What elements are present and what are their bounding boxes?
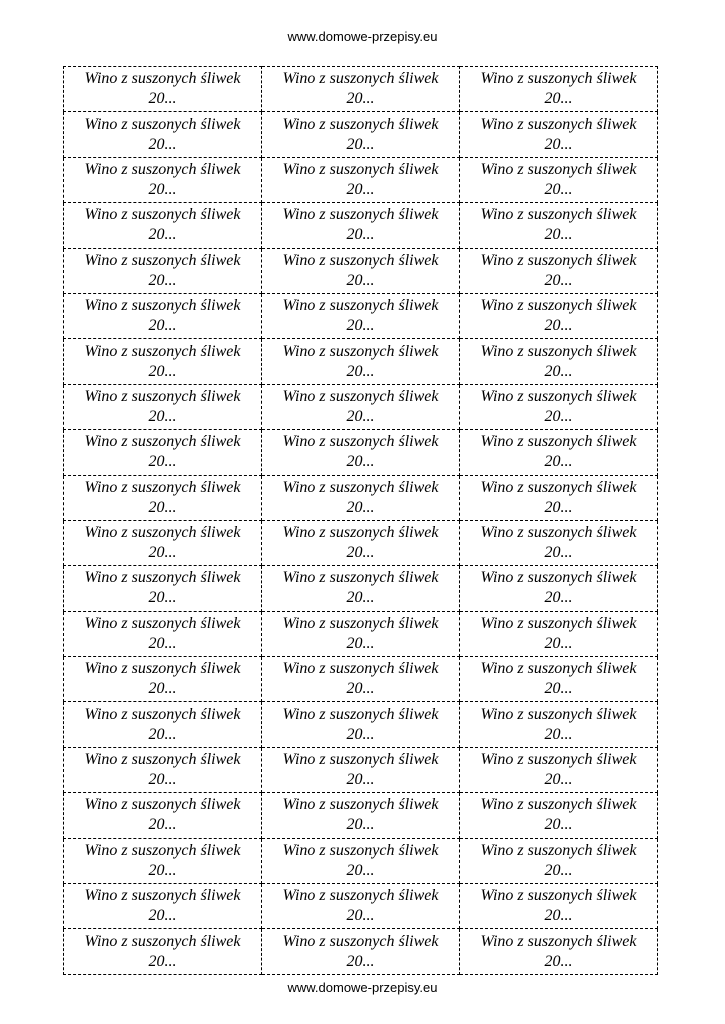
label-title: Wino z suszonych śliwek (84, 433, 241, 451)
label-year: 20... (544, 271, 573, 289)
label-title: Wino z suszonych śliwek (480, 433, 637, 451)
label-title: Wino z suszonych śliwek (282, 705, 439, 723)
label-year: 20... (148, 771, 177, 789)
label-year: 20... (148, 453, 177, 471)
label-row (64, 520, 658, 565)
label-year: 20... (148, 634, 177, 652)
label-cell (64, 657, 262, 702)
label-cell (64, 520, 262, 565)
label-year: 20... (346, 135, 375, 153)
label-cell (460, 203, 658, 248)
label-year: 20... (544, 544, 573, 562)
label-cell (262, 67, 460, 112)
footer-website-url: www.domowe-przepisy.eu (287, 980, 438, 995)
label-title: Wino z suszonych śliwek (84, 115, 241, 133)
label-title: Wino z suszonych śliwek (84, 705, 241, 723)
label-title: Wino z suszonych śliwek (282, 614, 439, 632)
label-title: Wino z suszonych śliwek (84, 70, 241, 88)
label-row (64, 339, 658, 384)
label-year: 20... (346, 861, 375, 879)
label-year: 20... (148, 226, 177, 244)
label-year: 20... (148, 90, 177, 108)
label-title: Wino z suszonych śliwek (84, 524, 241, 542)
label-row (64, 475, 658, 520)
label-title: Wino z suszonych śliwek (480, 932, 637, 950)
label-year: 20... (346, 589, 375, 607)
label-title: Wino z suszonych śliwek (84, 297, 241, 315)
label-title: Wino z suszonych śliwek (282, 887, 439, 905)
label-cell (460, 67, 658, 112)
label-year: 20... (346, 952, 375, 970)
label-year: 20... (148, 907, 177, 925)
header-website-url: www.domowe-przepisy.eu (287, 29, 438, 44)
label-year: 20... (148, 952, 177, 970)
label-cell (262, 384, 460, 429)
label-year: 20... (148, 498, 177, 516)
label-year: 20... (346, 226, 375, 244)
label-cell (460, 475, 658, 520)
label-cell (64, 793, 262, 838)
label-row (64, 884, 658, 929)
label-year: 20... (148, 180, 177, 198)
label-year: 20... (148, 680, 177, 698)
label-row (64, 793, 658, 838)
label-cell (460, 611, 658, 656)
label-title: Wino z suszonych śliwek (480, 115, 637, 133)
label-year: 20... (544, 680, 573, 698)
label-cell (64, 838, 262, 883)
label-year: 20... (346, 771, 375, 789)
label-row (64, 566, 658, 611)
label-cell (64, 430, 262, 475)
label-cell (64, 339, 262, 384)
label-title: Wino z suszonych śliwek (84, 569, 241, 587)
label-year: 20... (544, 226, 573, 244)
label-year: 20... (346, 725, 375, 743)
label-cell (64, 475, 262, 520)
label-title: Wino z suszonych śliwek (282, 433, 439, 451)
label-title: Wino z suszonych śliwek (84, 206, 241, 224)
label-cell (262, 339, 460, 384)
label-title: Wino z suszonych śliwek (480, 614, 637, 632)
label-title: Wino z suszonych śliwek (480, 660, 637, 678)
label-year: 20... (148, 816, 177, 834)
label-cell (460, 430, 658, 475)
label-year: 20... (148, 589, 177, 607)
label-cell (262, 430, 460, 475)
label-cell (64, 67, 262, 112)
label-year: 20... (544, 634, 573, 652)
label-title: Wino z suszonych śliwek (480, 796, 637, 814)
label-title: Wino z suszonych śliwek (282, 70, 439, 88)
label-row (64, 747, 658, 792)
label-title: Wino z suszonych śliwek (84, 478, 241, 496)
label-cell (460, 248, 658, 293)
label-row (64, 203, 658, 248)
label-cell (262, 475, 460, 520)
label-cell (460, 747, 658, 792)
label-cell (262, 929, 460, 974)
label-cell (460, 929, 658, 974)
label-year: 20... (346, 407, 375, 425)
label-cell (460, 112, 658, 157)
label-cell (262, 793, 460, 838)
label-cell (262, 520, 460, 565)
label-title: Wino z suszonych śliwek (480, 342, 637, 360)
label-year: 20... (544, 453, 573, 471)
label-title: Wino z suszonych śliwek (282, 841, 439, 859)
label-year: 20... (148, 407, 177, 425)
label-cell (460, 384, 658, 429)
label-title: Wino z suszonych śliwek (282, 932, 439, 950)
label-year: 20... (346, 90, 375, 108)
label-year: 20... (544, 180, 573, 198)
label-title: Wino z suszonych śliwek (282, 751, 439, 769)
label-year: 20... (544, 407, 573, 425)
label-year: 20... (346, 180, 375, 198)
label-title: Wino z suszonych śliwek (282, 342, 439, 360)
label-cell (460, 520, 658, 565)
label-cell (64, 702, 262, 747)
label-year: 20... (148, 135, 177, 153)
label-title: Wino z suszonych śliwek (282, 387, 439, 405)
label-cell (64, 929, 262, 974)
label-title: Wino z suszonych śliwek (480, 160, 637, 178)
label-cell (262, 611, 460, 656)
label-cell (262, 112, 460, 157)
label-cell (64, 203, 262, 248)
label-cell (460, 884, 658, 929)
label-year: 20... (346, 453, 375, 471)
label-cell (460, 293, 658, 338)
label-cell (262, 203, 460, 248)
label-title: Wino z suszonych śliwek (282, 251, 439, 269)
label-title: Wino z suszonych śliwek (282, 660, 439, 678)
label-year: 20... (148, 362, 177, 380)
label-cell (64, 157, 262, 202)
label-year: 20... (544, 771, 573, 789)
label-year: 20... (148, 861, 177, 879)
label-year: 20... (148, 544, 177, 562)
label-cell (64, 384, 262, 429)
label-cell (64, 566, 262, 611)
label-title: Wino z suszonych śliwek (282, 796, 439, 814)
label-cell (460, 702, 658, 747)
label-title: Wino z suszonych śliwek (282, 115, 439, 133)
label-row (64, 67, 658, 112)
label-year: 20... (346, 498, 375, 516)
label-title: Wino z suszonych śliwek (84, 614, 241, 632)
label-cell (460, 566, 658, 611)
label-year: 20... (148, 271, 177, 289)
label-year: 20... (346, 634, 375, 652)
label-year: 20... (148, 317, 177, 335)
label-title: Wino z suszonych śliwek (282, 206, 439, 224)
label-cell (460, 838, 658, 883)
label-year: 20... (544, 861, 573, 879)
label-year: 20... (346, 544, 375, 562)
label-title: Wino z suszonych śliwek (282, 524, 439, 542)
label-cell (262, 747, 460, 792)
label-row (64, 657, 658, 702)
label-row (64, 838, 658, 883)
label-row (64, 702, 658, 747)
label-title: Wino z suszonych śliwek (282, 297, 439, 315)
label-year: 20... (148, 725, 177, 743)
label-cell (64, 112, 262, 157)
label-cell (460, 793, 658, 838)
label-grid-body (64, 67, 658, 975)
label-title: Wino z suszonych śliwek (480, 569, 637, 587)
label-year: 20... (346, 271, 375, 289)
label-title: Wino z suszonych śliwek (282, 478, 439, 496)
label-year: 20... (346, 362, 375, 380)
label-cell (460, 339, 658, 384)
label-cell (262, 248, 460, 293)
label-row (64, 248, 658, 293)
label-cell (262, 838, 460, 883)
label-row (64, 430, 658, 475)
label-cell (262, 702, 460, 747)
label-grid (63, 66, 658, 975)
label-row (64, 384, 658, 429)
label-title: Wino z suszonych śliwek (480, 705, 637, 723)
label-cell (262, 884, 460, 929)
label-cell (460, 657, 658, 702)
label-cell (64, 611, 262, 656)
label-year: 20... (544, 589, 573, 607)
label-title: Wino z suszonych śliwek (84, 387, 241, 405)
label-cell (262, 657, 460, 702)
label-cell (262, 293, 460, 338)
label-year: 20... (346, 680, 375, 698)
label-cell (262, 566, 460, 611)
label-row (64, 112, 658, 157)
label-cell (460, 157, 658, 202)
label-title: Wino z suszonych śliwek (282, 569, 439, 587)
label-title: Wino z suszonych śliwek (84, 160, 241, 178)
label-cell (64, 293, 262, 338)
label-title: Wino z suszonych śliwek (480, 297, 637, 315)
label-title: Wino z suszonych śliwek (480, 841, 637, 859)
label-title: Wino z suszonych śliwek (84, 841, 241, 859)
label-cell (64, 884, 262, 929)
label-year: 20... (544, 725, 573, 743)
label-title: Wino z suszonych śliwek (84, 751, 241, 769)
label-title: Wino z suszonych śliwek (84, 932, 241, 950)
label-year: 20... (346, 907, 375, 925)
label-title: Wino z suszonych śliwek (480, 524, 637, 542)
label-year: 20... (544, 907, 573, 925)
label-title: Wino z suszonych śliwek (480, 751, 637, 769)
label-row (64, 611, 658, 656)
label-row (64, 157, 658, 202)
label-cell (262, 157, 460, 202)
label-title: Wino z suszonych śliwek (84, 342, 241, 360)
label-year: 20... (544, 90, 573, 108)
label-year: 20... (544, 498, 573, 516)
label-title: Wino z suszonych śliwek (84, 251, 241, 269)
label-title: Wino z suszonych śliwek (84, 796, 241, 814)
label-cell (64, 747, 262, 792)
label-year: 20... (544, 317, 573, 335)
label-title: Wino z suszonych śliwek (480, 206, 637, 224)
label-cell (64, 248, 262, 293)
label-title: Wino z suszonych śliwek (480, 887, 637, 905)
label-title: Wino z suszonych śliwek (282, 160, 439, 178)
label-year: 20... (346, 816, 375, 834)
label-title: Wino z suszonych śliwek (84, 887, 241, 905)
label-title: Wino z suszonych śliwek (480, 70, 637, 88)
label-title: Wino z suszonych śliwek (480, 251, 637, 269)
label-title: Wino z suszonych śliwek (480, 387, 637, 405)
label-year: 20... (544, 952, 573, 970)
label-year: 20... (544, 362, 573, 380)
label-row (64, 929, 658, 974)
label-year: 20... (544, 816, 573, 834)
label-title: Wino z suszonych śliwek (84, 660, 241, 678)
label-row (64, 293, 658, 338)
label-year: 20... (544, 135, 573, 153)
label-year: 20... (346, 317, 375, 335)
label-title: Wino z suszonych śliwek (480, 478, 637, 496)
